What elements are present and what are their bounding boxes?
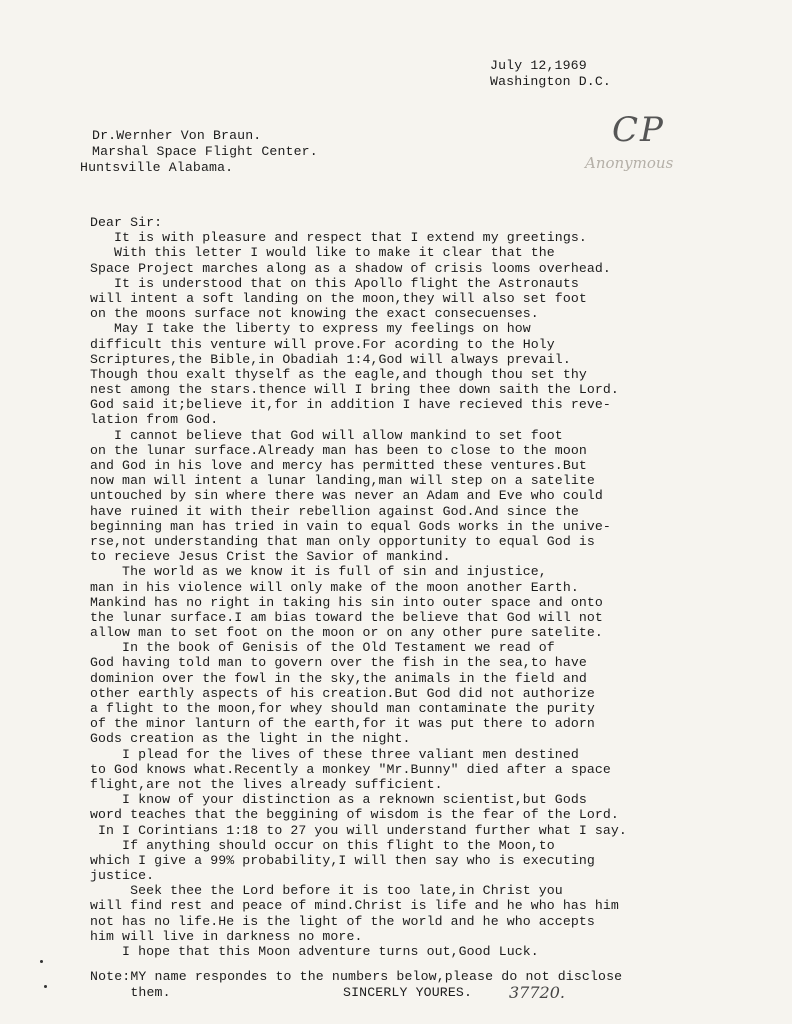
letter-line: have ruined it with their rebellion against God.And since the <box>90 503 579 519</box>
letter-line: beginning man has tried in vain to equal Gods works in the unive- <box>90 518 611 534</box>
recipient-city: Huntsville Alabama. <box>80 160 234 175</box>
letter-line: nest among the stars.thence will I bring thee down saith the Lord. <box>90 382 619 398</box>
letter-line: Scriptures,the Bible,in Obadiah 1:4,God will always prevail. <box>90 351 571 367</box>
letter-line: difficult this venture will prove.For acording to the Holy <box>90 336 555 352</box>
margin-mark <box>44 985 47 988</box>
letter-line: of the minor lanturn of the earth,for it was put there to adorn <box>90 716 595 732</box>
letter-line: If anything should occur on this flight to the Moon,to <box>90 837 555 853</box>
letter-line: allow man to set foot on the moon or on any other pure satelite. <box>90 625 603 641</box>
letter-line: on the moons surface not knowing the exact consecuenses. <box>90 306 539 322</box>
letter-place: Washington D.C. <box>490 74 611 89</box>
letter-line: I hope that this Moon adventure turns out,Good Luck. <box>90 944 539 959</box>
letter-line: to recieve Jesus Crist the Savior of mankind. <box>90 549 451 565</box>
handwritten-number: 37720. <box>509 983 565 1002</box>
letter-line: flight,are not the lives already sufficient. <box>90 776 443 792</box>
letter-line: word teaches that the beggining of wisdom is the fear of the Lord. <box>90 807 619 823</box>
letter-line: I plead for the lives of these three valiant men destined <box>90 746 579 762</box>
letter-line: Mankind has no right in taking his sin into outer space and onto <box>90 594 603 610</box>
recipient-org: Marshal Space Flight Center. <box>92 144 318 159</box>
letter-line: will find rest and peace of mind.Christ is life and he who has him <box>90 898 619 914</box>
letter-line: God having told man to govern over the fish in the sea,to have <box>90 655 587 671</box>
letter-line: now man will intent a lunar landing,man will step on a satelite <box>90 473 595 489</box>
handwritten-initials: CP <box>612 110 665 150</box>
letter-line: rse,not understanding that man only opportunity to equal God is <box>90 533 595 549</box>
letter-line: I cannot believe that God will allow mankind to set foot <box>90 427 563 443</box>
letter-line: Seek thee the Lord before it is too late,in Christ you <box>90 883 563 899</box>
letter-date: July 12,1969 <box>490 58 587 73</box>
letter-line: will intent a soft landing on the moon,they will also set foot <box>90 290 587 306</box>
letter-line: The world as we know it is full of sin and injustice, <box>90 564 547 580</box>
letter-line: justice. <box>90 868 155 884</box>
letter-line: I know of your distinction as a reknown scientist,but Gods <box>90 792 587 808</box>
letter-line: Though thou exalt thyself as the eagle,and though thou set thy <box>90 366 587 382</box>
letter-line: dominion over the fowl in the sky,the animals in the field and <box>90 670 587 686</box>
note-line: Note:MY name respondes to the numbers below,please do not disclose <box>90 969 623 984</box>
letter-line: God said it;believe it,for in addition I have recieved this reve- <box>90 397 611 413</box>
letter-line: to God knows what.Recently a monkey "Mr.Bunny" died after a space <box>90 761 611 777</box>
letter-body <box>90 215 740 959</box>
letter-line: Space Project marches along as a shadow of crisis looms overhead. <box>90 260 611 276</box>
letter-line: which I give a 99% probability,I will then say who is executing <box>90 852 595 868</box>
letter-line: man in his violence will only make of the moon another Earth. <box>90 579 579 595</box>
letter-line: With this letter I would like to make it clear that the <box>90 245 555 261</box>
letter-line: and God in his love and mercy has permitted these ventures.But <box>90 458 587 473</box>
recipient-name: Dr.Wernher Von Braun. <box>92 128 262 143</box>
letter-line: Dear Sir: <box>90 215 163 230</box>
letter-line: a flight to the moon,for whey should man contaminate the purity <box>90 701 595 716</box>
letter-line: Gods creation as the light in the night. <box>90 731 411 747</box>
handwritten-anonymous-label: Anonymous <box>585 154 674 172</box>
letter-line: other earthly aspects of his creation.But God did not authorize <box>90 685 595 701</box>
margin-mark <box>40 960 43 963</box>
letter-line: In the book of Genisis of the Old Testament we read of <box>90 640 555 656</box>
letter-line: May I take the liberty to express my feelings on how <box>90 321 531 337</box>
letter-line: untouched by sin where there was never an Adam and Eve who could <box>90 488 603 504</box>
letter-line: It is understood that on this Apollo flight the Astronauts <box>90 275 579 291</box>
signature-closing: SINCERLY YOURES. <box>343 985 473 1000</box>
note-continuation: them. <box>90 985 171 1000</box>
letter-line: the lunar surface.I am bias toward the believe that God will not <box>90 609 603 625</box>
letter-line: It is with pleasure and respect that I extend my greetings. <box>90 230 587 246</box>
letter-line: him will live in darkness no more. <box>90 928 363 944</box>
letter-line: lation from God. <box>90 412 219 428</box>
letter-line: not has no life.He is the light of the world and he who accepts <box>90 913 595 929</box>
letter-line: on the lunar surface.Already man has been to close to the moon <box>90 442 587 458</box>
letter-line: In I Corintians 1:18 to 27 you will understand further what I say. <box>90 822 627 838</box>
